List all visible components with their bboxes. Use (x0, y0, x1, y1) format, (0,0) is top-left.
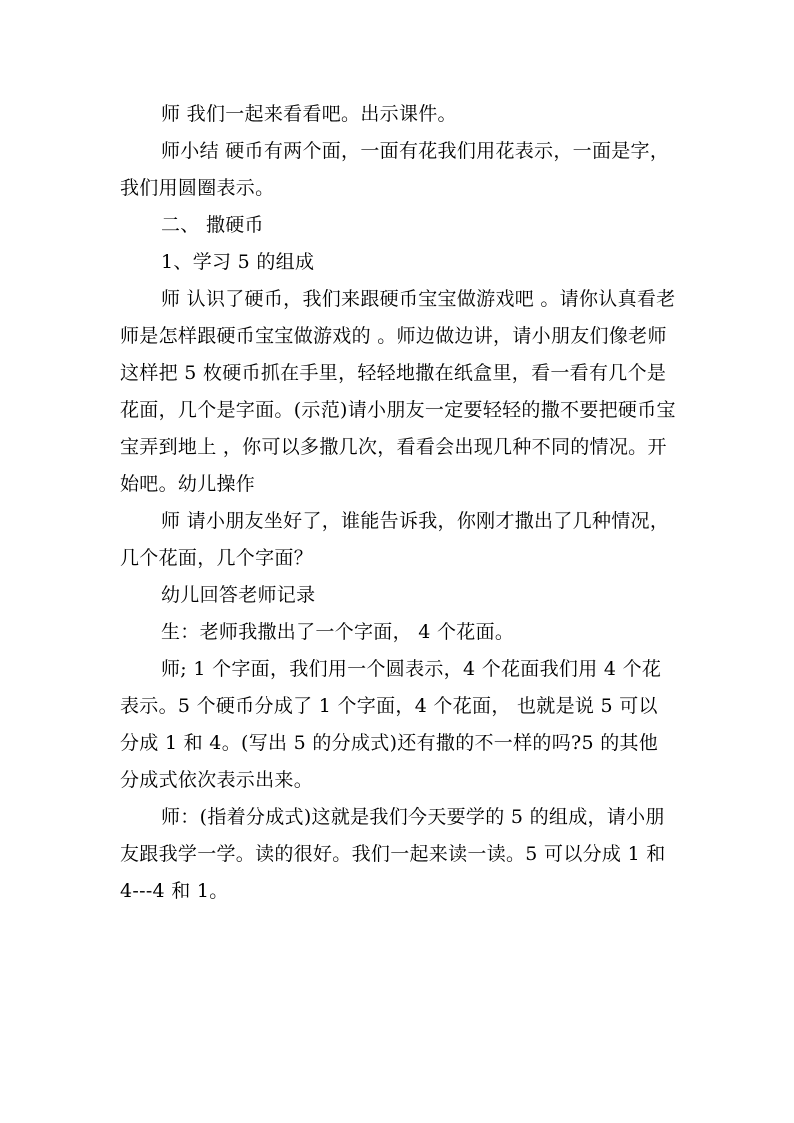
paragraph-teacher-record: 师; 1 个字面，我们用一个圆表示，4 个花面我们用 4 个花表示。5 个硬币分成了 1 个字面，4 个花面， 也就是说 5 可以分成 1 和 4。(写出 5 的分成式)还有撒的不一样的吗?5 的其他分成式依次表示出来。 (120, 658, 662, 791)
subsection-heading-learn-five: 1、学习 5 的组成 (161, 251, 315, 273)
paragraph-coin-game: 师 认识了硬币，我们来跟硬币宝宝做游戏吧 。请你认真看老师是怎样跟硬币宝宝做游戏的 。师边做边讲，请小朋友们像老师这样把 5 枚硬币抓在手里，轻轻地撒在纸盒里，看一看有几个是花面，几个是字面。(示范)请小朋友一定要轻轻的撒不要把硬币宝宝弄到地上 ，你可以多撒几次，看看会出现几种不同的情况。开始吧。幼儿操作 (120, 288, 676, 495)
paragraph-teacher-summary: 师小结 硬币有两个面，一面有花我们用花表示，一面是字，我们用圆圈表示。 (120, 140, 670, 199)
paragraph-teacher-question: 师 请小朋友坐好了，谁能告诉我，你刚才撒出了几种情况，几个花面，几个字面？ (120, 510, 670, 569)
paragraph-composition-reading: 师：(指着分成式)这就是我们今天要学的 5 的组成，请小朋友跟我学一学。读的很好。我们一起来读一读。5 可以分成 1 和 4---4 和 1。 (120, 806, 666, 902)
section-heading-toss-coins: 二、 撒硬币 (161, 214, 264, 236)
document-body (120, 96, 676, 910)
paragraph-teacher-intro: 师 我们一起来看看吧。出示课件。 (161, 103, 457, 125)
paragraph-children-answer: 幼儿回答老师记录 (161, 584, 316, 606)
paragraph-student-response: 生：老师我撒出了一个字面， 4 个花面。 (161, 621, 515, 643)
